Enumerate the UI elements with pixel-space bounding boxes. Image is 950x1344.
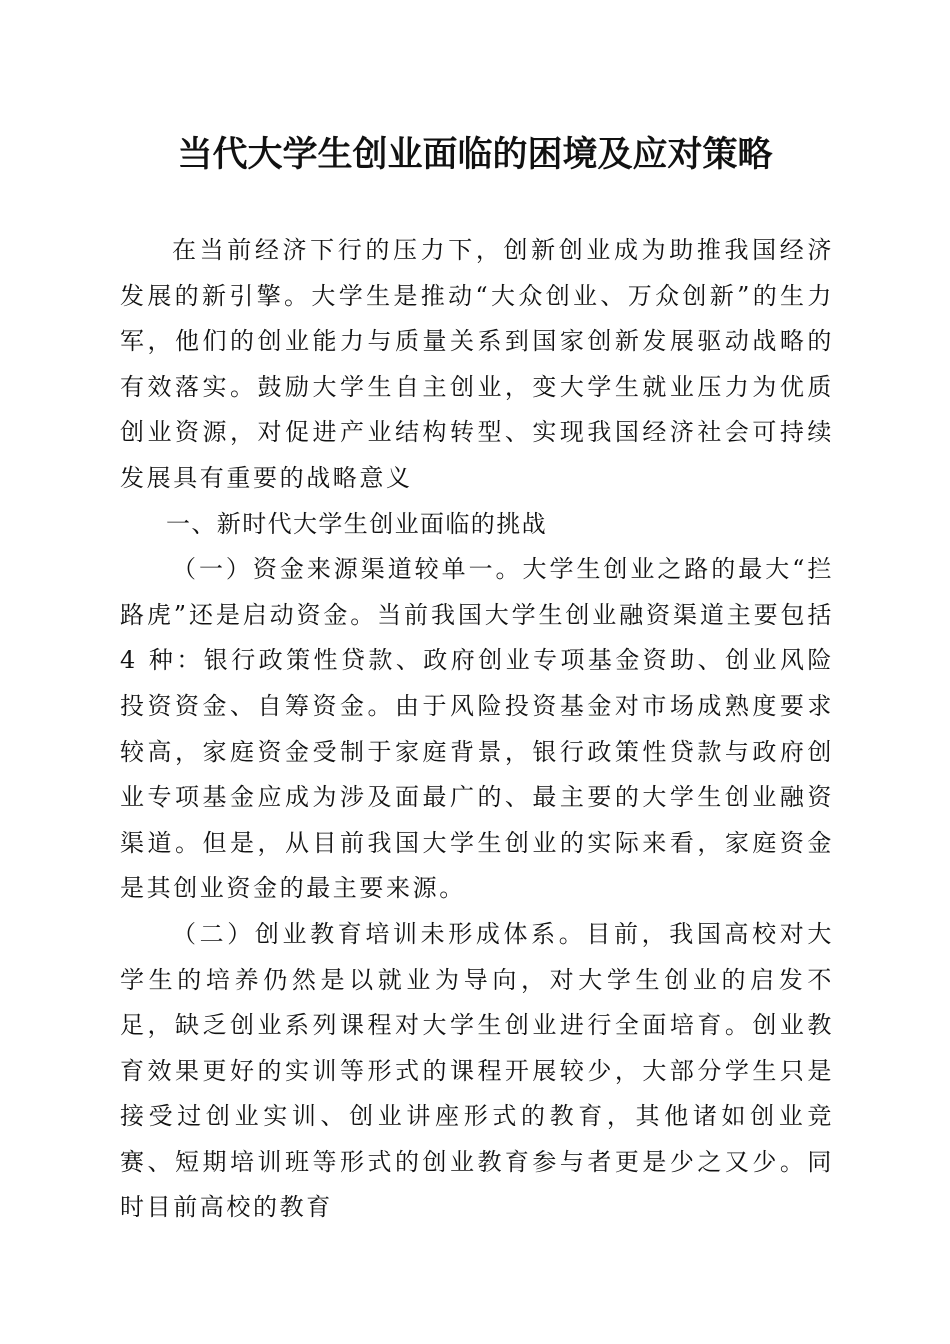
intro-paragraph: 在当前经济下行的压力下，创新创业成为助推我国经济发展的新引擎。大学生是推动“大众创业、万众创新”的生力军，他们的创业能力与质量关系到国家创新发展驱动战略的有效落实。鼓励大学生自主创业，变大学生就业压力为优质创业资源，对促进产业结构转型、实现我国经济社会可持续发展具有重要的战略意义 <box>120 236 834 492</box>
paragraph-funding: （一）资金来源渠道较单一。大学生创业之路的最大“拦路虎”还是启动资金。当前我国大学生创业融资渠道主要包括 4 种：银行政策性贷款、政府创业专项基金资助、创业风险投资资金、自筹资金。由于风险投资基金对市场成熟度要求较高，家庭资金受制于家庭背景，银行政策性贷款与政府创业专项基金应成为涉及面最广的、最主要的大学生创业融资渠道。但是，从目前我国大学生创业的实际来看，家庭资金是其创业资金的最主要来源。 <box>120 555 834 903</box>
paragraph-education: （二）创业教育培训未形成体系。目前，我国高校对大学生的培养仍然是以就业为导向，对大学生创业的启发不足，缺乏创业系列课程对大学生创业进行全面培育。创业教育效果更好的实训等形式的课程开展较少，大部分学生只是接受过创业实训、创业讲座形式的教育，其他诸如创业竞赛、短期培训班等形式的创业教育参与者更是少之又少。同时目前高校的教育 <box>120 919 834 1222</box>
document-title: 当代大学生创业面临的困境及应对策略 <box>177 134 773 175</box>
document-body <box>120 228 834 1231</box>
section-heading: 一、新时代大学生创业面临的挑战 <box>166 509 547 538</box>
